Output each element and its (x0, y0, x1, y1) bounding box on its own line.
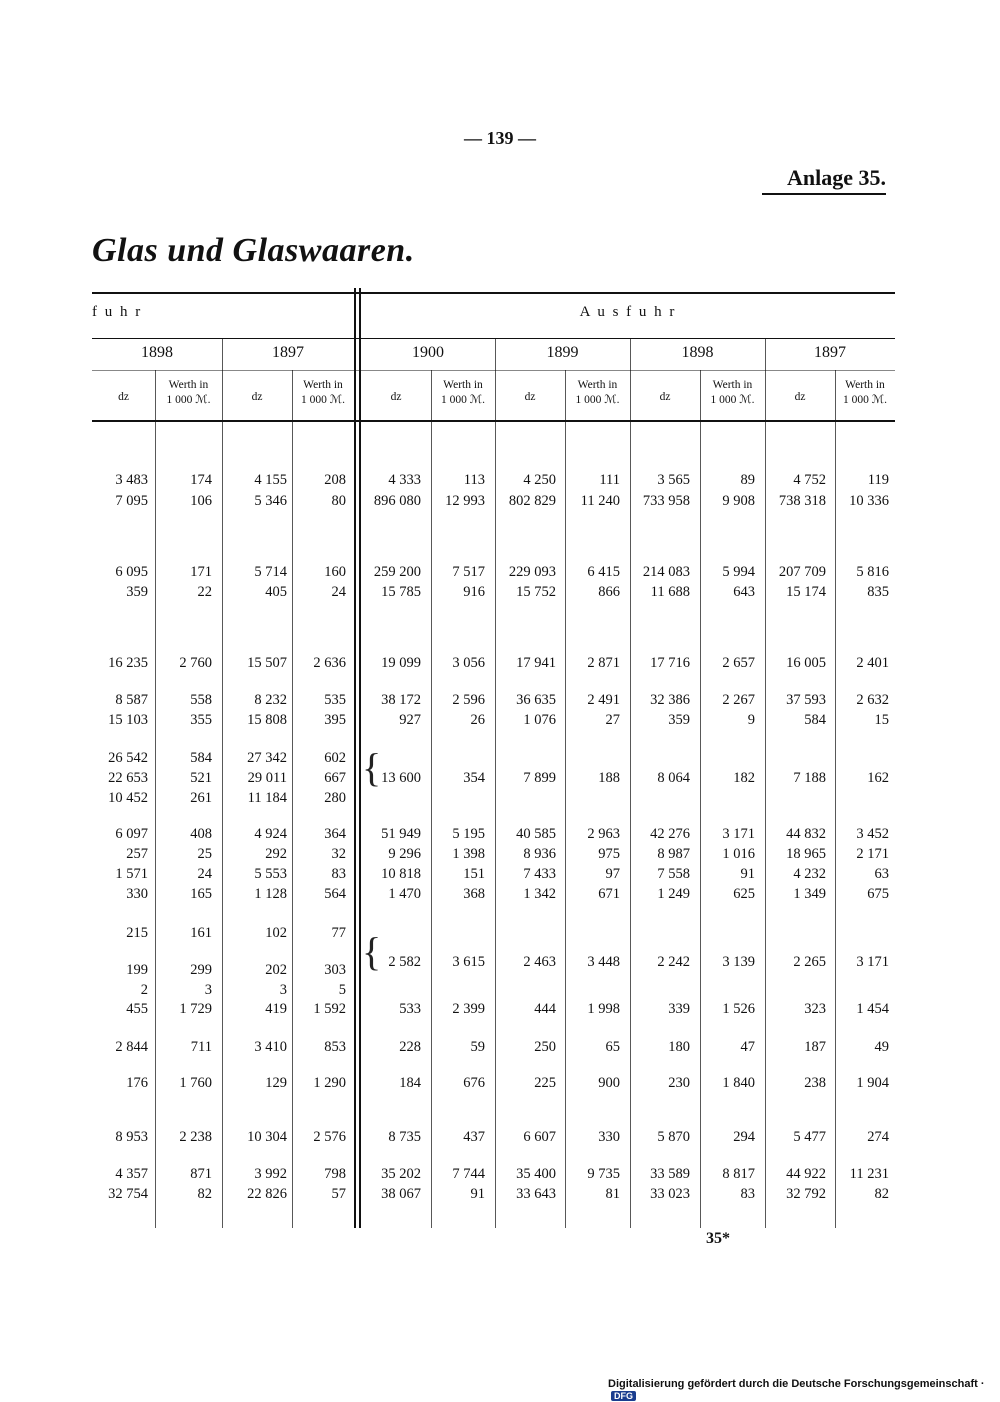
table-cell: 257 (126, 846, 148, 862)
table-cell: 6 415 (587, 564, 620, 580)
table-cell: 3 139 (722, 954, 755, 970)
table-cell: 1 016 (722, 846, 755, 862)
table-cell: 602 (324, 750, 346, 766)
table-cell: 151 (463, 866, 485, 882)
table-cell: 798 (324, 1166, 346, 1182)
header-dz: dz (118, 391, 129, 403)
page-mark: 35* (706, 1230, 730, 1247)
header-werth-unit: 1 000 ℳ. (301, 394, 345, 406)
table-cell: 261 (190, 790, 212, 806)
table-cell: 8 987 (657, 846, 690, 862)
table-cell: 866 (598, 584, 620, 600)
table-cell: 916 (463, 584, 485, 600)
table-cell: 9 908 (722, 493, 755, 509)
table-cell: 9 735 (587, 1166, 620, 1182)
rule-top (92, 292, 895, 294)
table-cell: 7 558 (657, 866, 690, 882)
table-cell: 4 250 (523, 472, 556, 488)
table-cell: 113 (463, 472, 485, 488)
table-cell: 1 571 (115, 866, 148, 882)
table-cell: 802 829 (508, 493, 556, 509)
table-cell: 36 635 (516, 692, 556, 708)
table-cell: 38 172 (381, 692, 421, 708)
table-cell: 455 (126, 1001, 148, 1017)
table-cell: 65 (605, 1039, 620, 1055)
table-cell: 7 433 (523, 866, 556, 882)
table-cell: 408 (190, 826, 212, 842)
header-werth (431, 378, 495, 408)
table-cell: 1 840 (722, 1075, 755, 1091)
header-dz: dz (524, 391, 536, 403)
table-cell: 35 202 (381, 1166, 421, 1182)
table-cell: 292 (265, 846, 287, 862)
page-number: — 139 — (464, 128, 536, 148)
table-cell: 625 (733, 886, 755, 902)
table-cell: 33 023 (650, 1186, 690, 1202)
table-cell: 7 095 (115, 493, 148, 509)
table-cell: 395 (324, 712, 346, 728)
table-cell: 5 477 (793, 1129, 826, 1145)
table-cell: 900 (598, 1075, 620, 1091)
table-cell: 91 (740, 866, 755, 882)
table-cell: 521 (190, 770, 212, 786)
table-cell: 2 871 (587, 655, 620, 671)
table-cell: 359 (126, 584, 148, 600)
table-cell: 2 844 (115, 1039, 148, 1055)
table-cell: 238 (804, 1075, 826, 1091)
table-cell: 207 709 (778, 564, 826, 580)
table-cell: 4 232 (793, 866, 826, 882)
table-cell: 27 (605, 712, 620, 728)
table-cell: 35 400 (516, 1166, 556, 1182)
header-dz: dz (251, 391, 263, 403)
table-cell: 15 507 (247, 655, 287, 671)
table-cell: 37 593 (786, 692, 826, 708)
table-cell: 1 904 (856, 1075, 889, 1091)
table-cell: 871 (190, 1166, 212, 1182)
header-werth-label: Werth in (303, 379, 343, 391)
footer-text: Digitalisierung gefördert durch die Deutsche Forschungsgemeinschaft · (608, 1378, 985, 1390)
table-cell: 18 965 (786, 846, 826, 862)
table-cell: 229 093 (508, 564, 556, 580)
header-einfuhr-partial: f u h r (92, 304, 143, 320)
table-cell: 77 (331, 925, 346, 941)
table-cell: 182 (733, 770, 755, 786)
table-cell: 7 188 (793, 770, 826, 786)
brace-group-1: { (362, 745, 382, 790)
table-cell: 22 653 (108, 770, 148, 786)
table-cell: 15 752 (516, 584, 556, 600)
table-cell: 82 (197, 1186, 212, 1202)
header-werth-unit: 1 000 ℳ. (843, 394, 887, 406)
table-cell: 330 (598, 1129, 620, 1145)
table-cell: 6 607 (523, 1129, 556, 1145)
table-cell: 2 963 (587, 826, 620, 842)
table-cell: 16 235 (108, 655, 148, 671)
table-cell: 1 249 (657, 886, 690, 902)
table-cell: 330 (126, 886, 148, 902)
table-cell: 44 922 (786, 1166, 826, 1182)
table-cell: 49 (874, 1039, 889, 1055)
table-cell: 1 128 (254, 886, 287, 902)
table-cell: 208 (324, 472, 346, 488)
header-werth-unit: 1 000 ℳ. (710, 394, 755, 406)
table-cell: 199 (126, 962, 148, 978)
header-year: 1899 (546, 344, 579, 361)
table-cell: 51 949 (381, 826, 421, 842)
table-cell: 1 760 (179, 1075, 212, 1091)
table-cell: 711 (190, 1039, 212, 1055)
table-cell: 82 (874, 1186, 889, 1202)
table-cell: 22 826 (247, 1186, 287, 1202)
header-werth-label: Werth in (577, 379, 618, 391)
table-cell: 32 (331, 846, 346, 862)
table-cell: 3 452 (856, 826, 889, 842)
table-cell: 184 (399, 1075, 421, 1091)
table-cell: 733 958 (642, 493, 690, 509)
header-werth-label: Werth in (712, 379, 753, 391)
table-cell: 2 401 (856, 655, 889, 671)
table-cell: 9 (747, 712, 755, 728)
table-cell: 5 195 (452, 826, 485, 842)
table-cell: 83 (740, 1186, 755, 1202)
table-cell: 927 (399, 712, 421, 728)
table-cell: 7 744 (452, 1166, 485, 1182)
table-cell: 57 (331, 1186, 346, 1202)
table-cell: 19 099 (381, 655, 421, 671)
table-cell: 280 (324, 790, 346, 806)
table-cell: 2 265 (793, 954, 826, 970)
table-cell: 3 483 (115, 472, 148, 488)
header-year: 1898 (681, 344, 714, 361)
table-cell: 3 448 (587, 954, 620, 970)
table-cell: 643 (733, 584, 755, 600)
table-cell: 676 (463, 1075, 485, 1091)
table-cell: 160 (324, 564, 346, 580)
table-cell: 675 (867, 886, 889, 902)
brace-group-2: { (362, 929, 382, 974)
table-cell: 339 (668, 1001, 690, 1017)
table-cell: 359 (668, 712, 690, 728)
table-cell: 10 452 (108, 790, 148, 806)
table-cell: 1 290 (313, 1075, 346, 1091)
table-cell: 11 688 (650, 584, 690, 600)
table-cell: 180 (668, 1039, 690, 1055)
table-cell: 8 953 (115, 1129, 148, 1145)
table-cell: 1 398 (452, 846, 485, 862)
header-werth (835, 378, 895, 408)
header-werth-label: Werth in (168, 379, 209, 391)
table-cell: 4 155 (254, 472, 287, 488)
table-cell: 1 592 (313, 1001, 346, 1017)
table-cell: 33 643 (516, 1186, 556, 1202)
table-cell: 2 399 (452, 1001, 485, 1017)
table-cell: 3 171 (722, 826, 755, 842)
footer-credit (608, 1378, 1000, 1402)
table-cell: 16 005 (786, 655, 826, 671)
table-cell: 535 (324, 692, 346, 708)
table-cell: 171 (190, 564, 212, 580)
header-werth-unit: 1 000 ℳ. (441, 394, 485, 406)
table-cell: 671 (598, 886, 620, 902)
table-cell: 165 (190, 886, 212, 902)
table-cell: 5 (338, 982, 346, 998)
table-cell: 44 832 (786, 826, 826, 842)
table-cell: 33 589 (650, 1166, 690, 1182)
table-cell: 22 (197, 584, 212, 600)
table-cell: 584 (190, 750, 212, 766)
table-cell: 25 (197, 846, 212, 862)
header-werth-unit: 1 000 ℳ. (575, 394, 620, 406)
table-cell: 2 657 (722, 655, 755, 671)
table-cell: 6 095 (115, 564, 148, 580)
header-werth (700, 378, 765, 408)
header-werth (292, 378, 354, 408)
table-cell: 3 056 (452, 655, 485, 671)
table-cell: 17 716 (650, 655, 690, 671)
table-cell: 259 200 (373, 564, 421, 580)
table-cell: 4 357 (115, 1166, 148, 1182)
table-cell: 1 729 (179, 1001, 212, 1017)
table-cell: 9 296 (388, 846, 421, 862)
table-cell: 32 386 (650, 692, 690, 708)
table-cell: 162 (867, 770, 889, 786)
table-cell: 3 (279, 982, 287, 998)
table-cell: 3 171 (856, 954, 889, 970)
table-cell: 40 585 (516, 826, 556, 842)
table-cell: 12 993 (445, 493, 485, 509)
table-cell: 8 064 (657, 770, 690, 786)
anlage-label: Anlage 35. (762, 165, 886, 195)
table-cell: 2 491 (587, 692, 620, 708)
header-year: 1898 (141, 344, 173, 361)
header-werth (155, 378, 222, 408)
table-cell: 437 (463, 1129, 485, 1145)
header-dz: dz (794, 391, 806, 403)
table-cell: 2 238 (179, 1129, 212, 1145)
table-cell: 102 (265, 925, 287, 941)
rule-head (92, 420, 895, 422)
table-cell: 91 (470, 1186, 485, 1202)
table-cell: 533 (399, 1001, 421, 1017)
table-cell: 2 242 (657, 954, 690, 970)
table-cell: 15 808 (247, 712, 287, 728)
page-title: Glas und Glaswaaren. (92, 232, 415, 269)
table-cell: 59 (470, 1039, 485, 1055)
table-cell: 3 992 (254, 1166, 287, 1182)
table-cell: 896 080 (373, 493, 421, 509)
table-cell: 4 752 (793, 472, 826, 488)
table-cell: 444 (534, 1001, 556, 1017)
table-cell: 26 542 (108, 750, 148, 766)
table-cell: 8 587 (115, 692, 148, 708)
table-cell: 5 994 (722, 564, 755, 580)
table-cell: 3 410 (254, 1039, 287, 1055)
table-cell: 1 342 (523, 886, 556, 902)
table-cell: 187 (804, 1039, 826, 1055)
dfg-logo: DFG (611, 1391, 636, 1401)
table-cell: 111 (599, 472, 620, 488)
header-year: 1897 (814, 344, 846, 361)
table-cell: 5 870 (657, 1129, 690, 1145)
table-cell: 176 (126, 1075, 148, 1091)
table-cell: 7 899 (523, 770, 556, 786)
table-cell: 214 083 (642, 564, 690, 580)
table-cell: 323 (804, 1001, 826, 1017)
header-dz: dz (390, 391, 402, 403)
table-cell: 63 (874, 866, 889, 882)
table-cell: 2 596 (452, 692, 485, 708)
table-cell: 4 333 (388, 472, 421, 488)
table-cell: 32 754 (108, 1186, 148, 1202)
table-cell: 119 (867, 472, 889, 488)
table-cell: 29 011 (247, 770, 287, 786)
table-cell: 174 (190, 472, 212, 488)
table-cell: 274 (867, 1129, 889, 1145)
table-cell: 47 (740, 1039, 755, 1055)
table-cell: 42 276 (650, 826, 690, 842)
table-cell: 3 565 (657, 472, 690, 488)
table-cell: 564 (324, 886, 346, 902)
table-cell: 97 (605, 866, 620, 882)
table-cell: 667 (324, 770, 346, 786)
table-cell: 106 (190, 493, 212, 509)
table-cell: 1 454 (856, 1001, 889, 1017)
table-cell: 853 (324, 1039, 346, 1055)
table-cell: 1 076 (523, 712, 556, 728)
header-werth-label: Werth in (845, 379, 885, 391)
table-cell: 230 (668, 1075, 690, 1091)
header-werth-unit: 1 000 ℳ. (166, 394, 211, 406)
table-cell: 2 (140, 982, 148, 998)
table-cell: 8 817 (722, 1166, 755, 1182)
table-cell: 8 232 (254, 692, 287, 708)
table-cell: 6 097 (115, 826, 148, 842)
table-cell: 80 (331, 493, 346, 509)
rule-years (92, 370, 895, 371)
table-cell: 11 231 (849, 1166, 889, 1182)
table-cell: 202 (265, 962, 287, 978)
table-cell: 1 998 (587, 1001, 620, 1017)
table-cell: 15 785 (381, 584, 421, 600)
table-cell: 294 (733, 1129, 755, 1145)
table-cell: 2 636 (313, 655, 346, 671)
table-cell: 129 (265, 1075, 287, 1091)
rule-group (92, 338, 895, 339)
table-cell: 8 735 (388, 1129, 421, 1145)
table-cell: 228 (399, 1039, 421, 1055)
table-cell: 299 (190, 962, 212, 978)
table-cell: 32 792 (786, 1186, 826, 1202)
table-cell: 13 600 (381, 770, 421, 786)
table-cell: 215 (126, 925, 148, 941)
header-year: 1900 (412, 344, 444, 361)
header-dz: dz (659, 391, 671, 403)
table-cell: 11 240 (580, 493, 620, 509)
table-cell: 8 936 (523, 846, 556, 862)
table-cell: 38 067 (381, 1186, 421, 1202)
header-werth (565, 378, 630, 408)
table-cell: 7 517 (452, 564, 485, 580)
table-cell: 24 (197, 866, 212, 882)
header-ausfuhr: A u s f u h r (579, 304, 677, 320)
table-cell: 10 336 (849, 493, 889, 509)
table-cell: 161 (190, 925, 212, 941)
table-cell: 584 (804, 712, 826, 728)
table-cell: 24 (331, 584, 346, 600)
table-cell: 368 (463, 886, 485, 902)
table-cell: 188 (598, 770, 620, 786)
table-cell: 81 (605, 1186, 620, 1202)
table-cell: 15 103 (108, 712, 148, 728)
table-cell: 89 (740, 472, 755, 488)
table-cell: 2 171 (856, 846, 889, 862)
table-cell: 10 304 (247, 1129, 287, 1145)
table-cell: 355 (190, 712, 212, 728)
table-cell: 835 (867, 584, 889, 600)
table-cell: 303 (324, 962, 346, 978)
table-cell: 2 576 (313, 1129, 346, 1145)
table-cell: 5 553 (254, 866, 287, 882)
table-cell: 1 349 (793, 886, 826, 902)
table-cell: 2 267 (722, 692, 755, 708)
table-cell: 5 816 (856, 564, 889, 580)
table-cell: 15 (874, 712, 889, 728)
table-cell: 15 174 (786, 584, 826, 600)
table-cell: 3 (204, 982, 212, 998)
table-cell: 419 (265, 1001, 287, 1017)
table-cell: 2 632 (856, 692, 889, 708)
table-cell: 2 582 (388, 954, 421, 970)
table-cell: 975 (598, 846, 620, 862)
table-cell: 250 (534, 1039, 556, 1055)
header-year: 1897 (272, 344, 304, 361)
table-cell: 738 318 (778, 493, 826, 509)
table-cell: 83 (331, 866, 346, 882)
table-cell: 2 463 (523, 954, 556, 970)
table-cell: 354 (463, 770, 485, 786)
table-cell: 4 924 (254, 826, 287, 842)
table-cell: 11 184 (247, 790, 287, 806)
table-cell: 27 342 (247, 750, 287, 766)
table-cell: 10 818 (381, 866, 421, 882)
table-cell: 405 (265, 584, 287, 600)
table-cell: 2 760 (179, 655, 212, 671)
table-cell: 364 (324, 826, 346, 842)
table-cell: 1 526 (722, 1001, 755, 1017)
table-cell: 1 470 (388, 886, 421, 902)
table-cell: 26 (470, 712, 485, 728)
table-cell: 3 615 (452, 954, 485, 970)
table-cell: 558 (190, 692, 212, 708)
table-cell: 5 346 (254, 493, 287, 509)
table-cell: 225 (534, 1075, 556, 1091)
table-cell: 17 941 (516, 655, 556, 671)
table-cell: 5 714 (254, 564, 287, 580)
header-werth-label: Werth in (443, 379, 483, 391)
